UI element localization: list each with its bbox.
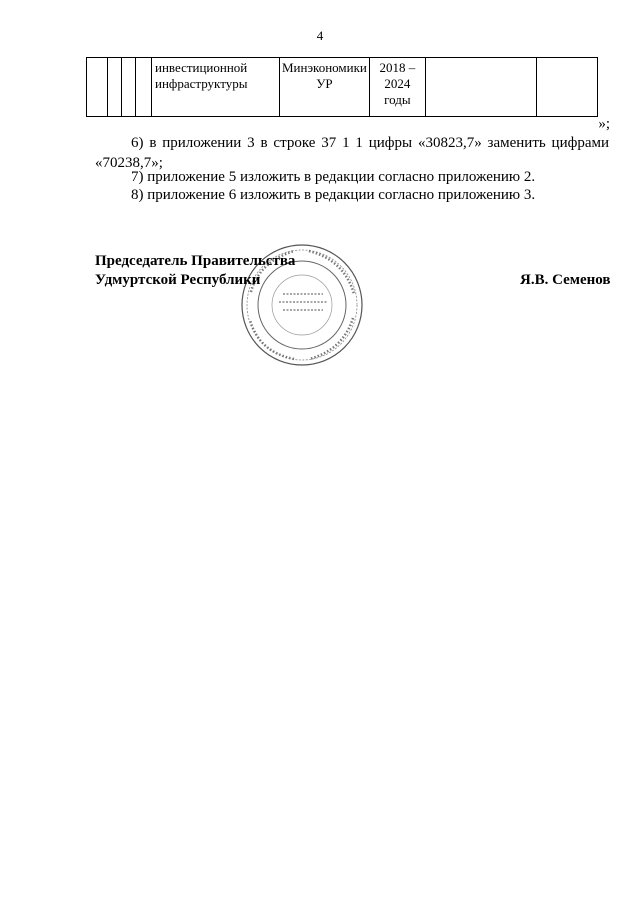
table-cell-period (369, 58, 425, 117)
table-cell-3 (122, 58, 136, 117)
closing-quote: »; (598, 116, 610, 132)
item-8-paragraph: 8) приложение 6 изложить в редакции согласно приложению 3. (131, 187, 536, 203)
table-cell-activity-name (152, 58, 280, 117)
table-row (87, 58, 598, 117)
table-cell-2 (108, 58, 122, 117)
item-7-paragraph: 7) приложение 5 изложить в редакции согласно приложению 2. (131, 169, 536, 185)
signatory-title-line-2: Удмуртской Республики (95, 272, 261, 288)
activity-name-line-2: инфраструктуры (155, 76, 248, 91)
page-number: 4 (316, 28, 324, 43)
table-cell-executor (280, 58, 370, 117)
table-cell-9 (536, 58, 597, 117)
signatory-name: Я.В. Семенов (520, 272, 611, 288)
executor-line-2: УР (316, 76, 333, 91)
continued-table (86, 57, 598, 117)
table-cell-1 (87, 58, 108, 117)
executor-line-1: Минэкономики (282, 60, 367, 75)
item-6-paragraph: 6) в приложении 3 в строке 37 1 1 цифры «30823,7» заменить цифрами «70238,7»; (95, 135, 609, 171)
table-cell-4 (136, 58, 152, 117)
activity-name-line-1: инвестиционной (155, 60, 248, 75)
table-cell-8 (425, 58, 536, 117)
period-line-3: годы (384, 92, 411, 107)
period-line-2: 2024 (384, 76, 411, 91)
signatory-title-line-1: Председатель Правительства (95, 253, 296, 269)
period-line-1: 2018 – (379, 60, 416, 75)
